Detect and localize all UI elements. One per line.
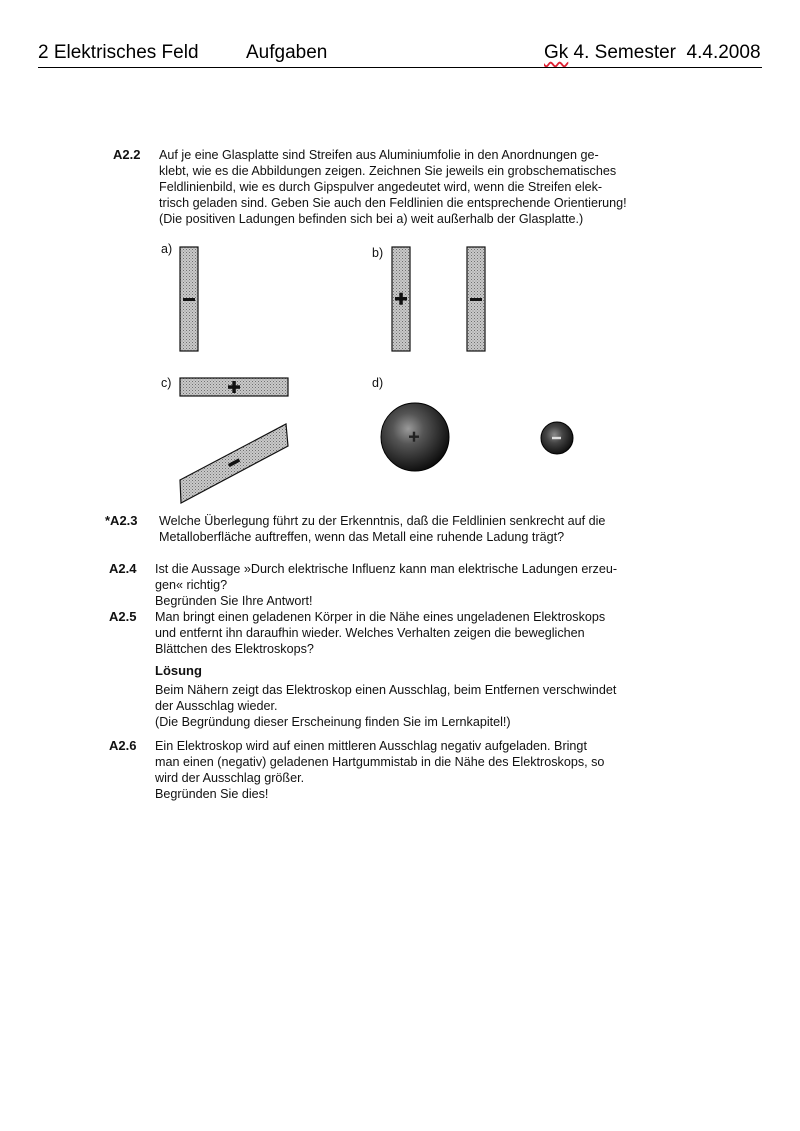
task-number-a24: A2.4 — [109, 561, 137, 576]
task-number-a25: A2.5 — [109, 609, 137, 624]
text-line: Ist die Aussage »Durch elektrische Influenz kann man elektrische Ladungen erzeu- — [155, 562, 618, 576]
task-text-a24 — [155, 561, 617, 609]
text-line: klebt, wie es die Abbildungen zeigen. Zeichnen Sie jeweils ein grobschematisches — [159, 164, 617, 178]
sphere-small-negative — [541, 422, 573, 454]
solution-heading: Lösung — [155, 663, 202, 678]
task-number-a26: A2.6 — [109, 738, 137, 753]
figure-label-c: c) — [161, 376, 172, 390]
task-text-a26 — [155, 738, 604, 802]
text-line: wird der Ausschlag größer. — [155, 771, 305, 785]
text-line: (Die positiven Ladungen befinden sich bei a) weit außerhalb der Glasplatte.) — [159, 212, 584, 226]
header-chapter: 2 Elektrisches Feld — [38, 42, 199, 63]
text-line: Metalloberfläche auftreffen, wenn das Metall eine ruhende Ladung trägt? — [159, 530, 565, 544]
minus-sign-icon — [470, 298, 482, 301]
text-line: Begründen Sie dies! — [155, 787, 269, 801]
text-line: trisch geladen sind. Geben Sie auch den Feldlinien die entsprechende Orientierung! — [159, 196, 627, 210]
strip-b-positive — [392, 247, 410, 351]
text-line: Welche Überlegung führt zu der Erkenntnis, daß die Feldlinien senkrecht auf die — [159, 514, 606, 528]
minus-sign-icon — [552, 437, 561, 439]
solution-text — [155, 682, 616, 730]
task-number-a22: A2.2 — [113, 147, 141, 162]
header-section: Aufgaben — [246, 42, 328, 63]
text-line: der Ausschlag wieder. — [155, 699, 278, 713]
task-number-a23: *A2.3 — [105, 513, 138, 528]
task-text-a25 — [155, 609, 605, 657]
text-line: Begründen Sie Ihre Antwort! — [155, 594, 313, 608]
task-text-a23 — [159, 513, 605, 545]
sphere-large-positive — [381, 403, 449, 471]
figure-label-d: d) — [372, 376, 384, 390]
strip-b-negative — [467, 247, 485, 351]
figure-label-a: a) — [161, 242, 173, 256]
text-line: (Die Begründung dieser Erscheinung finden Sie im Lernkapitel!) — [155, 715, 511, 729]
strip-c-negative — [180, 424, 288, 503]
text-line: Ein Elektroskop wird auf einen mittleren Ausschlag negativ aufgeladen. Bringt — [155, 739, 587, 753]
text-line: Feldlinienbild, wie es durch Gipspulver angedeutet wird, wenn die Streifen elek- — [159, 180, 603, 194]
text-line: Blättchen des Elektroskops? — [155, 642, 314, 656]
text-line: gen« richtig? — [155, 578, 228, 592]
minus-sign-icon — [183, 298, 195, 301]
text-line: man einen (negativ) geladenen Hartgummistab in die Nähe des Elektroskops, so — [155, 755, 605, 769]
text-line: Beim Nähern zeigt das Elektroskop einen Ausschlag, beim Entfernen verschwindet — [155, 683, 617, 697]
header-course: Gk — [544, 42, 569, 63]
strip-c-positive — [180, 378, 288, 396]
figure-label-b: b) — [372, 246, 384, 260]
header-semester-date: 4. Semester 4.4.2008 — [568, 42, 761, 63]
text-line: und entfernt ihn daraufhin wieder. Welches Verhalten zeigen die beweglichen — [155, 626, 585, 640]
strip-a-negative — [180, 247, 198, 351]
text-line: Man bringt einen geladenen Körper in die Nähe eines ungeladenen Elektroskops — [155, 610, 606, 624]
text-line: Auf je eine Glasplatte sind Streifen aus Aluminiumfolie in den Anordnungen ge- — [159, 148, 599, 162]
